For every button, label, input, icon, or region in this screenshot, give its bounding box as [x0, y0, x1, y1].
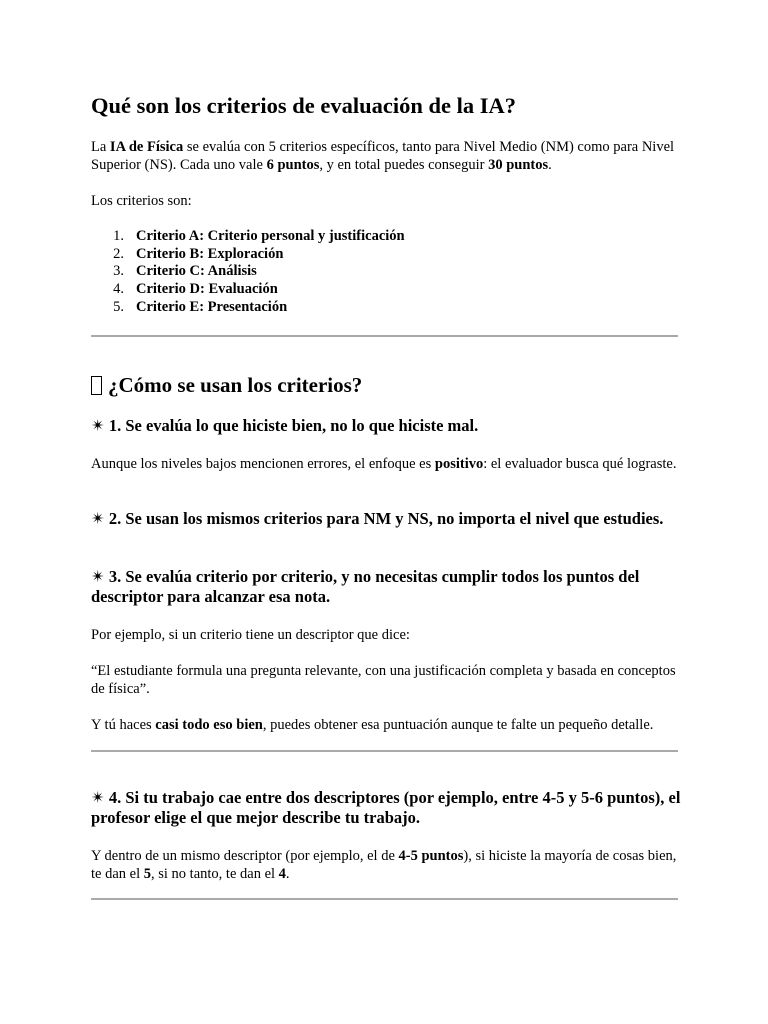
criterion-label: Criterio C: Análisis [136, 263, 257, 280]
criterion-label: Criterio E: Presentación [136, 298, 288, 315]
star-bullet-icon: ✴ [91, 788, 105, 807]
positivo-emphasis: positivo [434, 456, 484, 472]
star-bullet-icon: ✴ [91, 509, 105, 528]
casi-todo-emphasis: casi todo eso bien [155, 717, 263, 733]
point-heading-4: ✴ 4. Si tu trabajo cae entre dos descriptores (por ejemplo, entre 4-5 y 5-6 puntos), el profesor elige el que mejor describe tu trabajo. [91, 788, 681, 827]
example-intro-paragraph: Por ejemplo, si un criterio tiene un descriptor que dice: [91, 627, 410, 643]
list-item [91, 246, 681, 264]
point-heading-2: ✴ 2. Se usan los mismos criterios para NM y NS, no importa el nivel que estudies. [91, 509, 664, 528]
criterion-label: Criterio B: Exploración [136, 245, 284, 262]
section-title-como-se-usan: ¿Cómo se usan los criterios? [91, 372, 681, 398]
list-item [91, 299, 681, 317]
point-4-paragraph: Y dentro de un mismo descriptor (por ejemplo, el de 4-5 puntos), si hiciste la mayoría de cosas bien, te dan el 5, si no tanto, te dan el 4. [91, 848, 677, 882]
list-item [91, 228, 681, 246]
list-number: 4. [113, 281, 124, 298]
ia-fisica-emphasis: IA de Física [109, 139, 184, 155]
list-item [91, 263, 681, 281]
star-bullet-icon: ✴ [91, 567, 105, 586]
point-1-paragraph: Aunque los niveles bajos mencionen errores, el enfoque es positivo: el evaluador busca qué lograste. [91, 456, 677, 472]
score-five-emphasis: 5 [143, 866, 151, 882]
list-number: 1. [113, 228, 124, 244]
section-divider [91, 750, 678, 752]
point-heading-1: ✴ 1. Se evalúa lo que hiciste bien, no lo que hiciste mal. [91, 416, 479, 435]
criterion-label: Criterio D: Evaluación [136, 281, 278, 298]
criteria-list-intro: Los criterios son: [91, 193, 192, 209]
section-divider [91, 335, 678, 337]
criterion-label: Criterio A: Criterio personal y justificación [136, 228, 405, 244]
list-item [91, 281, 681, 299]
section-title-criterios: Qué son los criterios de evaluación de la IA? [91, 93, 516, 118]
intro-paragraph: La IA de Física se evalúa con 5 criterios específicos, tanto para Nivel Medio (NM) como para Nivel Superior (NS). Cada uno vale 6 puntos, y en total puedes conseguir 30 puntos. [91, 139, 675, 173]
missing-glyph-icon [91, 376, 102, 395]
star-bullet-icon: ✴ [91, 416, 105, 435]
thirty-points-emphasis: 30 puntos [488, 157, 549, 173]
criteria-list [91, 228, 681, 316]
list-number: 5. [113, 298, 124, 315]
section-divider [91, 898, 678, 900]
list-number: 3. [113, 263, 124, 280]
point-3-paragraph: Y tú haces casi todo eso bien, puedes obtener esa puntuación aunque te falte un pequeño detalle. [91, 717, 654, 733]
four-five-points-emphasis: 4-5 puntos [398, 848, 464, 864]
point-heading-3: ✴ 3. Se evalúa criterio por criterio, y no necesitas cumplir todos los puntos del descriptor para alcanzar esa nota. [91, 567, 640, 606]
score-four-emphasis: 4 [278, 866, 286, 882]
six-points-emphasis: 6 puntos [266, 157, 320, 173]
descriptor-quote: “El estudiante formula una pregunta relevante, con una justificación completa y basada en conceptos de física”. [91, 663, 676, 697]
list-number: 2. [113, 245, 124, 262]
